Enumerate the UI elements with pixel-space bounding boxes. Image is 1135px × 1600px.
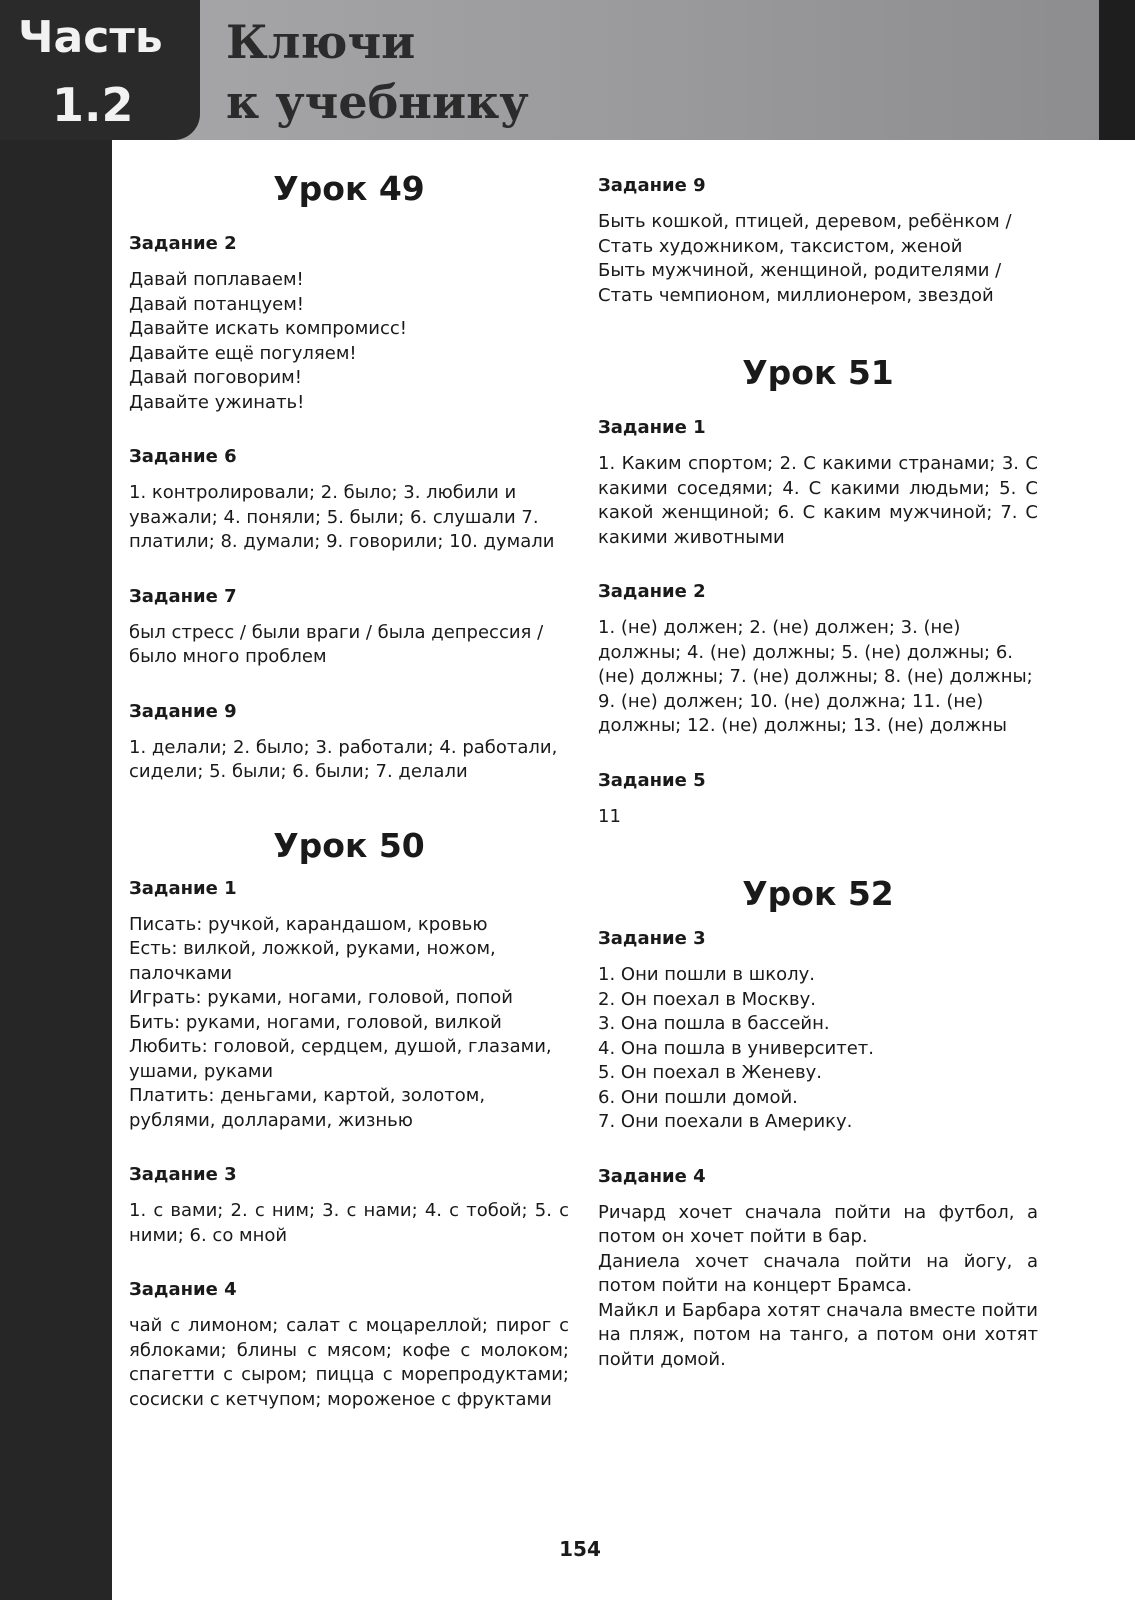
task-answer <box>598 1201 1038 1373</box>
task-answer: чай с лимоном; салат с моцареллой; пирог с яблоками; блины с мясом; кофе с молоком; спагетти с сыром; пицца с морепродуктами; сосиски с кетчупом; мороженое с фруктами <box>129 1315 569 1410</box>
task-answer: Писать: ручкой, карандашом, кровью Есть: вилкой, ложкой, руками, ножом, палочками Играть: руками, ногами, головой, попой Бить: руками, ногами, головой, вилкой Любить: головой, сердцем, душой, глазами, ушами, руками Платить: деньгами, картой, золотом, рублями, долларами, жизнью <box>129 913 552 1131</box>
task-answer: 11 <box>598 805 621 827</box>
part-label: Часть <box>18 12 163 63</box>
task-heading: Задание 1 <box>598 417 706 438</box>
section-title-line1: Ключи <box>226 15 416 69</box>
right-column <box>598 160 1038 1402</box>
page-number: 154 <box>559 1537 601 1561</box>
lesson-heading: Урок 50 <box>273 825 425 865</box>
task-heading: Задание 5 <box>598 769 706 791</box>
task-heading: Задание 4 <box>598 1165 706 1187</box>
lesson-heading: Урок 51 <box>742 353 894 392</box>
lesson-heading: Урок 49 <box>273 169 425 208</box>
task-heading: Задание 2 <box>129 233 237 254</box>
task-heading: Задание 4 <box>129 1279 237 1300</box>
task-heading: Задание 9 <box>129 700 237 722</box>
task-answer: был стресс / были враги / была депрессия / было много проблем <box>129 621 544 667</box>
left-margin-bar <box>0 140 112 1600</box>
answer-paragraph: Ричард хочет сначала пойти на футбол, а потом он хочет пойти в бар. <box>598 1201 1038 1247</box>
answer-paragraph: Даниела хочет сначала пойти на йогу, а потом пойти на концерт Брамса. <box>598 1250 1038 1296</box>
left-column <box>129 160 569 1442</box>
task-heading: Задание 7 <box>129 585 237 607</box>
task-answer: 1. контролировали; 2. было; 3. любили и уважали; 4. поняли; 5. были; 6. слушали 7. платили; 8. думали; 9. говорили; 10. думали <box>129 482 555 552</box>
task-heading: Задание 6 <box>129 446 237 467</box>
task-heading: Задание 1 <box>129 877 237 899</box>
task-heading: Задание 3 <box>129 1164 237 1185</box>
task-answer: Быть кошкой, птицей, деревом, ребёнком / Стать художником, таксистом, женой Быть мужчиной, женщиной, родителями / Стать чемпионом, миллионером, звездой <box>598 211 1012 306</box>
answer-paragraph: Майкл и Барбара хотят сначала вместе пойти на пляж, потом на танго, а потом они хотят пойти домой. <box>598 1299 1038 1370</box>
task-heading: Задание 9 <box>598 175 706 196</box>
task-answer: 1. делали; 2. было; 3. работали; 4. работали, сидели; 5. были; 6. были; 7. делали <box>129 736 558 782</box>
task-answer: 1. (не) должен; 2. (не) должен; 3. (не) должны; 4. (не) должны; 5. (не) должны; 6. (не) должны; 7. (не) должны; 8. (не) должны; 9. (не) должен; 10. (не) должна; 11. (не) должны; 12. (не) должны; 13. (не) должны <box>598 617 1033 736</box>
task-answer: Давай поплаваем! Давай потанцуем! Давайте искать компромисс! Давайте ещё погуляем! Давай поговорим! Давайте ужинать! <box>129 269 407 413</box>
task-heading: Задание 3 <box>598 928 706 949</box>
task-answer: 1. Каким спортом; 2. С какими странами; 3. С какими соседями; 4. С какими людьми; 5. С какой женщиной; 6. С каким мужчиной; 7. С какими животными <box>598 453 1038 548</box>
task-answer: 1. Они пошли в школу. 2. Он поехал в Москву. 3. Она пошла в бассейн. 4. Она пошла в университет. 5. Он поехал в Женеву. 6. Они пошли домой. 7. Они поехали в Америку. <box>598 964 875 1132</box>
task-answer: 1. с вами; 2. с ним; 3. с нами; 4. с тобой; 5. с ними; 6. со мной <box>129 1200 569 1246</box>
part-number: 1.2 <box>52 78 134 132</box>
section-title <box>226 12 529 132</box>
header-edge-block <box>1099 0 1135 140</box>
task-heading: Задание 2 <box>598 581 706 602</box>
part-tab <box>0 0 200 140</box>
lesson-heading: Урок 52 <box>742 874 894 913</box>
section-title-line2: к учебнику <box>226 75 529 129</box>
